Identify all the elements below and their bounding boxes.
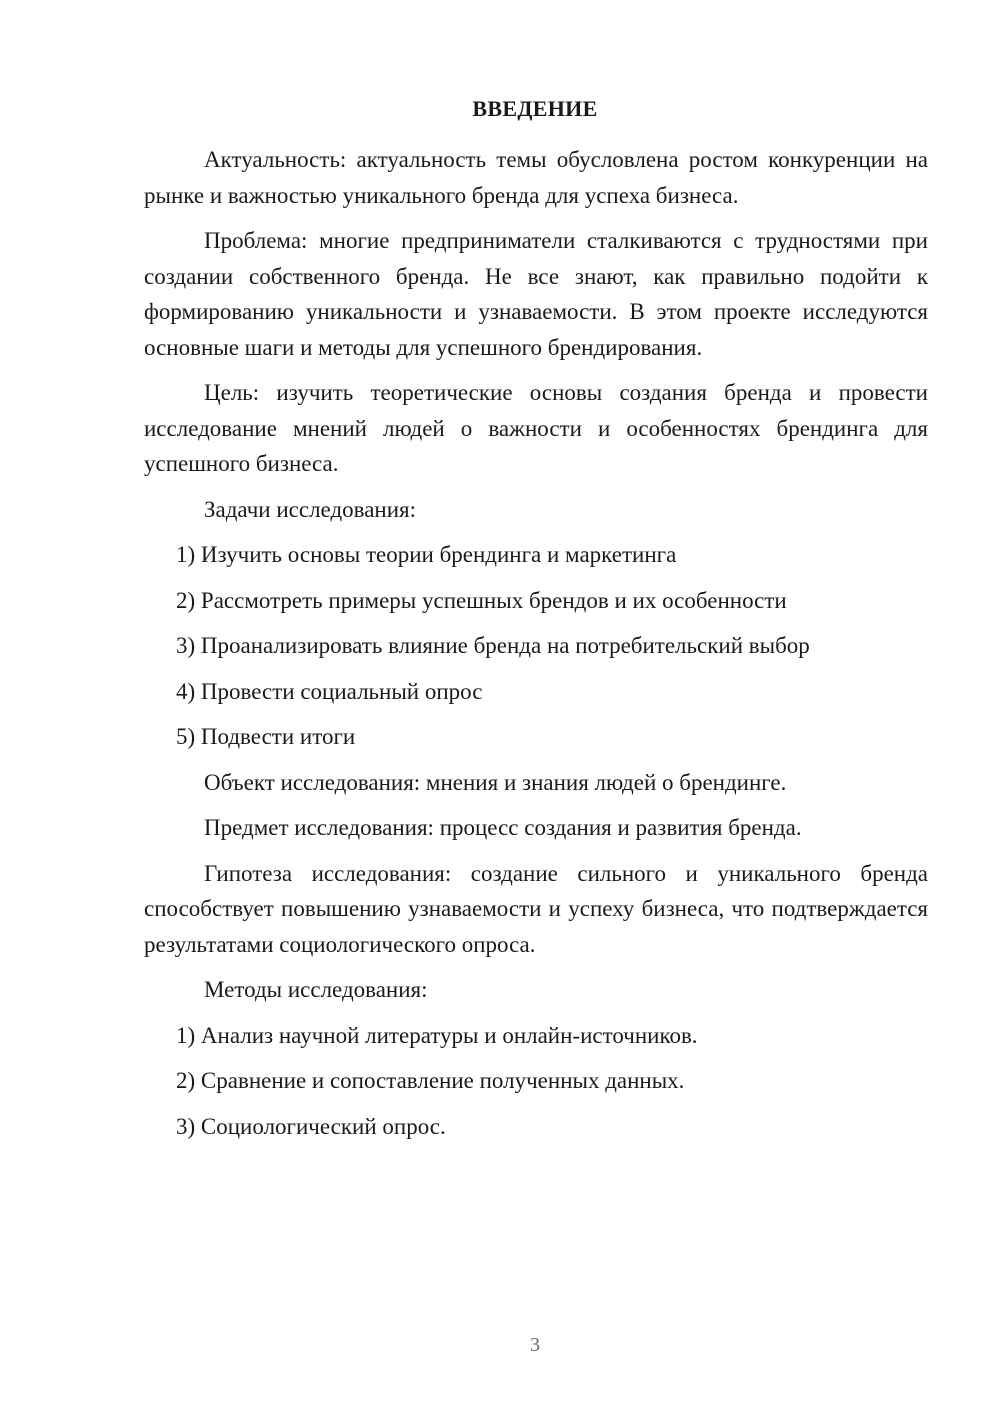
list-item: 3) Социологический опрос.	[176, 1113, 446, 1139]
page-title: ВВЕДЕНИЕ	[472, 96, 598, 121]
body-text	[144, 142, 928, 1154]
paragraph-object: Объект исследования: мнения и знания людей о брендинге.	[204, 769, 787, 795]
page-number: 3	[530, 1334, 540, 1356]
paragraph-relevance: Актуальность: актуальность темы обусловлена ростом конкуренции на рынке и важностью уникального бренда для успеха бизнеса.	[144, 147, 928, 208]
paragraph-goal: Цель: изучить теоретические основы создания бренда и провести исследование мнений людей о важности и особенностях брендинга для успешного бизнеса.	[144, 380, 928, 476]
list-item: 2) Рассмотреть примеры успешных брендов и их особенности	[176, 587, 787, 613]
methods-list	[144, 1018, 928, 1145]
paragraph-subject: Предмет исследования: процесс создания и развития бренда.	[204, 815, 802, 840]
paragraph-problem: Проблема: многие предприниматели сталкиваются с трудностями при создании собственного бренда. Не все знают, как правильно подойти к формированию уникальности и узнаваемости. В этом проекте исследуются основные шаги и методы для успешного брендирования.	[144, 228, 928, 360]
list-item: 1) Анализ научной литературы и онлайн-источников.	[176, 1022, 698, 1048]
list-item: 5) Подвести итоги	[176, 724, 356, 749]
list-item: 1) Изучить основы теории брендинга и маркетинга	[176, 542, 677, 567]
methods-heading: Методы исследования:	[204, 977, 428, 1002]
list-item: 3) Проанализировать влияние бренда на потребительский выбор	[176, 633, 810, 658]
tasks-list	[144, 537, 928, 755]
list-item: 4) Провести социальный опрос	[176, 678, 483, 704]
paragraph-hypothesis: Гипотеза исследования: создание сильного и уникального бренда способствует повышению узнаваемости и успеху бизнеса, что подтверждается результатами социологического опроса.	[144, 860, 928, 957]
tasks-heading: Задачи исследования:	[204, 496, 417, 522]
list-item: 2) Сравнение и сопоставление полученных данных.	[176, 1068, 685, 1093]
